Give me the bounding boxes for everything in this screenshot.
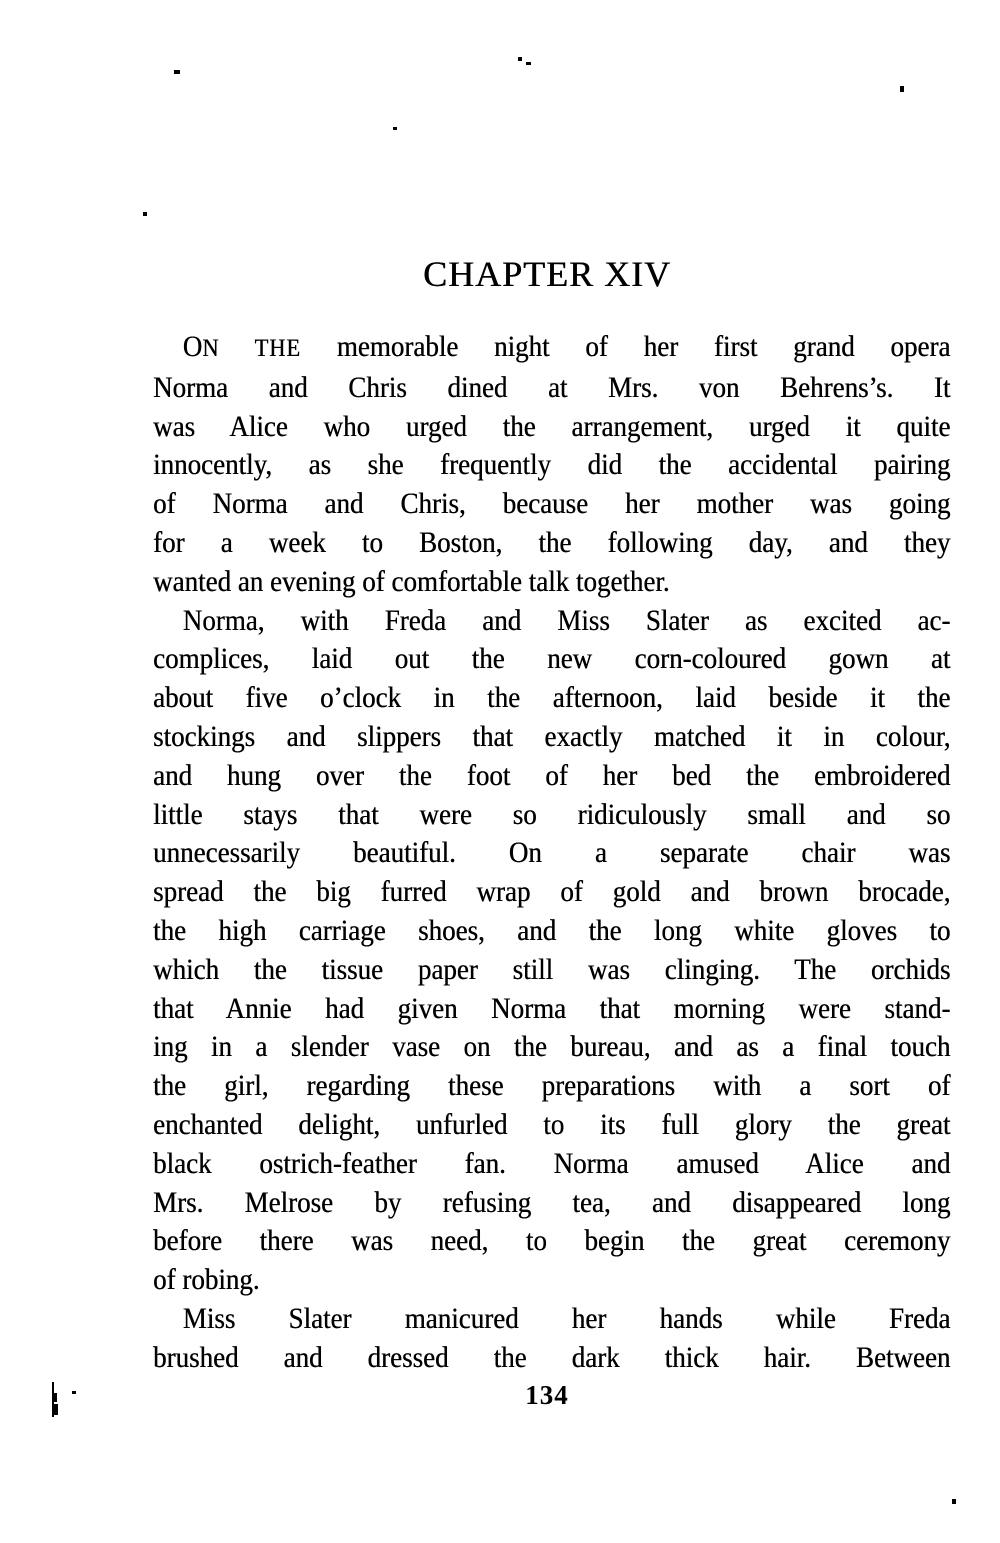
text-line: Norma and Chris dined at Mrs. von Behrens’s. It [153, 370, 951, 404]
text-line: complices, laid out the new corn-coloured gown at [153, 642, 951, 676]
text-line: spread the big furred wrap of gold and brown brocade, [153, 875, 951, 909]
text-line: of robing. [153, 1263, 260, 1297]
ink-speck [174, 70, 180, 74]
page-number: 134 [525, 1380, 569, 1410]
chapter-heading-row [147, 256, 947, 292]
text-line [153, 328, 950, 369]
text-line: stockings and slippers that exactly matched it in colour, [153, 719, 951, 753]
ink-speck [900, 86, 904, 92]
text-line: innocently, as she frequently did the accidental pairing [153, 448, 951, 482]
opening-cap: O [182, 330, 203, 363]
ink-speck [952, 1499, 956, 1504]
chapter-heading: CHAPTER XIV [422, 254, 671, 294]
text-line: Miss Slater manicured her hands while Freda [182, 1301, 951, 1335]
ink-speck [526, 62, 531, 65]
text-line: enchanted delight, unfurled to its full glory the great [153, 1107, 951, 1141]
text-line: before there was need, to begin the great ceremony [153, 1224, 951, 1258]
ink-speck [72, 1391, 76, 1394]
text-line: unnecessarily beautiful. On a separate chair was [153, 836, 951, 870]
text-line: and hung over the foot of her bed the embroidered [153, 758, 951, 792]
ink-speck [53, 1404, 58, 1415]
text-line: that Annie had given Norma that morning were stand- [153, 991, 951, 1025]
text-line: of Norma and Chris, because her mother was going [153, 487, 951, 521]
text-line: wanted an evening of comfortable talk together. [153, 564, 670, 598]
body-text [153, 328, 950, 1378]
text-line: which the tissue paper still was clinging. The orchids [153, 952, 951, 986]
ink-speck [143, 212, 147, 216]
text-line: brushed and dressed the dark thick hair. Between [153, 1340, 951, 1374]
ink-speck [518, 57, 522, 61]
text-line: the high carriage shoes, and the long white gloves to [153, 913, 951, 947]
text-line: was Alice who urged the arrangement, urged it quite [153, 409, 951, 443]
page-number-row [447, 1382, 647, 1409]
ink-speck [52, 1393, 57, 1402]
text-line: ing in a slender vase on the bureau, and as a final touch [153, 1030, 951, 1064]
text-line: about five o’clock in the afternoon, laid beside it the [153, 681, 951, 715]
opening-smallcaps: N THE [202, 335, 301, 362]
text-line: little stays that were so ridiculously small and so [153, 797, 951, 831]
text-line: the girl, regarding these preparations with a sort of [153, 1069, 951, 1103]
text-line: black ostrich-feather fan. Norma amused Alice and [153, 1146, 951, 1180]
text-line: Norma, with Freda and Miss Slater as excited ac- [182, 603, 951, 637]
opening-rest: memorable night of her first grand opera [300, 330, 951, 363]
text-line: Mrs. Melrose by refusing tea, and disappeared long [153, 1185, 951, 1219]
text-line: for a week to Boston, the following day, and they [153, 525, 951, 559]
ink-speck [393, 127, 397, 130]
